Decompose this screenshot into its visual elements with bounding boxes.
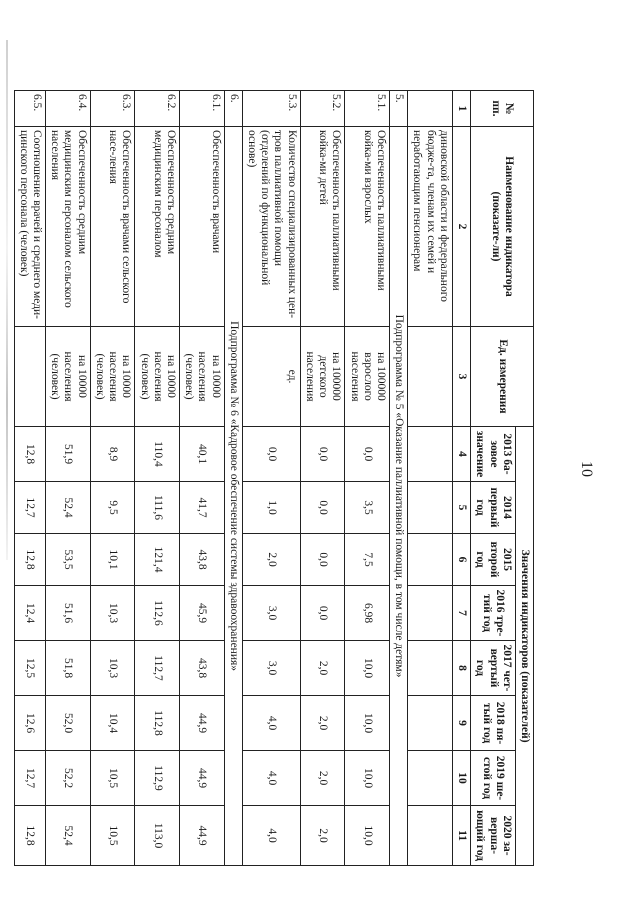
rotated-page: [17, 90, 534, 865]
row-number: 6.3.: [90, 91, 135, 127]
header-year: 2014 первый год: [471, 482, 516, 534]
row-number: 6.2.: [135, 91, 180, 127]
row-value: 41,7: [179, 482, 224, 534]
header-year: 2013 ба-зовое значение: [471, 427, 516, 482]
section-row: [390, 91, 408, 866]
row-value: 12,5: [14, 641, 45, 696]
row-value: 52,4: [46, 806, 91, 866]
row-value: 10,3: [90, 586, 135, 641]
row-value: 3,0: [242, 641, 300, 696]
row-value: 4,0: [242, 806, 300, 866]
row-unit: ед.: [242, 327, 300, 427]
row-value: 10,3: [90, 641, 135, 696]
header-row: [515, 91, 533, 866]
row-value: 1,0: [242, 482, 300, 534]
row-value: 112,7: [135, 641, 180, 696]
row-value: 111,6: [135, 482, 180, 534]
row-value: 10,5: [90, 806, 135, 866]
row-value: 10,1: [90, 534, 135, 586]
row-number: 5.1.: [345, 91, 390, 127]
column-number: 1: [452, 91, 470, 127]
table-row: [135, 91, 180, 866]
row-value: 3,0: [242, 586, 300, 641]
row-value: 113,0: [135, 806, 180, 866]
column-number: 9: [452, 696, 470, 751]
column-number: 2: [452, 127, 470, 327]
column-number: 3: [452, 327, 470, 427]
row-value: 12,8: [14, 806, 45, 866]
row-value: 8,9: [90, 427, 135, 482]
row-unit: на 10000 населения (человек): [135, 327, 180, 427]
header-year: 2019 ше-стой год: [471, 751, 516, 806]
row-value: 2,0: [300, 641, 345, 696]
indicators-table: [14, 90, 534, 866]
row-value: 12,4: [14, 586, 45, 641]
column-number: 11: [452, 806, 470, 866]
row-value: 121,4: [135, 534, 180, 586]
row-name: Обеспеченность средним медицинским персоналом: [135, 127, 180, 327]
row-value: 112,8: [135, 696, 180, 751]
row-value: 52,4: [46, 482, 91, 534]
continuation-row: [408, 91, 453, 866]
row-value: 10,0: [345, 696, 390, 751]
table-row: [179, 91, 224, 866]
row-name: Обеспеченность врачами: [179, 127, 224, 327]
row-name: Обеспеченность врачами сельского насе-ления: [90, 127, 135, 327]
header-year: 2015 второй год: [471, 534, 516, 586]
column-numbers-row: [452, 91, 470, 866]
header-year: 2017 чет-вертый год: [471, 641, 516, 696]
row-value: 2,0: [300, 696, 345, 751]
column-number: 5: [452, 482, 470, 534]
row-value: 4,0: [242, 696, 300, 751]
row-value: 0,0: [300, 427, 345, 482]
row-value: 2,0: [242, 534, 300, 586]
row-value: 0,0: [345, 427, 390, 482]
row-value: 44,9: [179, 751, 224, 806]
row-number: 6.1.: [179, 91, 224, 127]
row-value: 10,0: [345, 751, 390, 806]
row-name: Соотношение врачей и среднего меди-цинского персонала (человек): [14, 127, 45, 327]
row-value: 6,98: [345, 586, 390, 641]
section-title: Подпрограмма № 5 «Оказание паллиативной помощи, в том числе детям»: [390, 127, 408, 866]
section-number: 6.: [224, 91, 242, 127]
header-year: 2018 пя-тый год: [471, 696, 516, 751]
row-value: 43,8: [179, 641, 224, 696]
row-value: 0,0: [300, 586, 345, 641]
scan-edge-mark: [6, 40, 8, 560]
row-value: 12,7: [14, 482, 45, 534]
row-value: 52,2: [46, 751, 91, 806]
row-value: 12,7: [14, 751, 45, 806]
row-value: 10,0: [345, 806, 390, 866]
row-name: Количество специализированных цен-тров паллиативной помощи (отделений по функциональной основе): [242, 127, 300, 327]
continuation-text: диновской области и федерального бюдже-та, членам их семей и неработающим пенсионерам: [408, 127, 453, 327]
row-value: 51,6: [46, 586, 91, 641]
row-value: 10,5: [90, 751, 135, 806]
row-unit: на 10000 населения (человек): [90, 327, 135, 427]
header-no: № пп.: [471, 91, 534, 127]
header-unit: Ед. измерения: [471, 327, 534, 427]
row-value: 44,9: [179, 806, 224, 866]
table-row: [46, 91, 91, 866]
row-name: Обеспеченность средним медицинским персоналом сельского населения: [46, 127, 91, 327]
table-row: [300, 91, 345, 866]
column-number: 4: [452, 427, 470, 482]
row-value: 53,5: [46, 534, 91, 586]
row-unit: на 100000 детского населения: [300, 327, 345, 427]
row-value: 44,9: [179, 696, 224, 751]
header-name: Наименование индикатора (показате-ли): [471, 127, 534, 327]
header-values: Значения индикаторов (показателей): [515, 427, 533, 866]
row-number: 5.2.: [300, 91, 345, 127]
row-value: 112,9: [135, 751, 180, 806]
row-unit: на 10000 населения (человек): [46, 327, 91, 427]
row-value: 10,0: [345, 641, 390, 696]
row-value: 43,8: [179, 534, 224, 586]
row-value: 0,0: [242, 427, 300, 482]
row-value: 110,4: [135, 427, 180, 482]
table-row: [242, 91, 300, 866]
row-value: 10,4: [90, 696, 135, 751]
row-value: 51,8: [46, 641, 91, 696]
row-number: 6.5.: [14, 91, 45, 127]
column-number: 10: [452, 751, 470, 806]
column-number: 7: [452, 586, 470, 641]
row-value: 3,5: [345, 482, 390, 534]
row-value: 9,5: [90, 482, 135, 534]
header-year: 2020 за-верша-ющий год: [471, 806, 516, 866]
row-value: 112,6: [135, 586, 180, 641]
row-value: 0,0: [300, 482, 345, 534]
row-value: 2,0: [300, 751, 345, 806]
row-value: 7,5: [345, 534, 390, 586]
table-row: [90, 91, 135, 866]
header-year: 2016 тре-тий год: [471, 586, 516, 641]
section-number: 5.: [390, 91, 408, 127]
row-value: 52,0: [46, 696, 91, 751]
row-unit: на 10000 населения (человек): [179, 327, 224, 427]
row-value: 12,8: [14, 534, 45, 586]
row-value: 2,0: [300, 806, 345, 866]
row-value: 40,1: [179, 427, 224, 482]
row-unit: [14, 327, 45, 427]
row-name: Обеспеченность паллиативными койка-ми взрослых: [345, 127, 390, 327]
table-row: [345, 91, 390, 866]
section-title: Подпрограмма № 6 «Кадровое обеспечение системы здравоохранения»: [224, 127, 242, 866]
row-number: 5.3.: [242, 91, 300, 127]
table-row: [14, 91, 45, 866]
page-number: 10: [578, 461, 595, 477]
row-number: 6.4.: [46, 91, 91, 127]
row-value: 12,8: [14, 427, 45, 482]
row-value: 12,6: [14, 696, 45, 751]
row-unit: на 100000 взрослого населения: [345, 327, 390, 427]
column-number: 8: [452, 641, 470, 696]
row-name: Обеспеченность паллиативными койка-ми детей: [300, 127, 345, 327]
section-row: [224, 91, 242, 866]
row-value: 4,0: [242, 751, 300, 806]
column-number: 6: [452, 534, 470, 586]
row-value: 0,0: [300, 534, 345, 586]
row-value: 51,9: [46, 427, 91, 482]
row-value: 45,9: [179, 586, 224, 641]
